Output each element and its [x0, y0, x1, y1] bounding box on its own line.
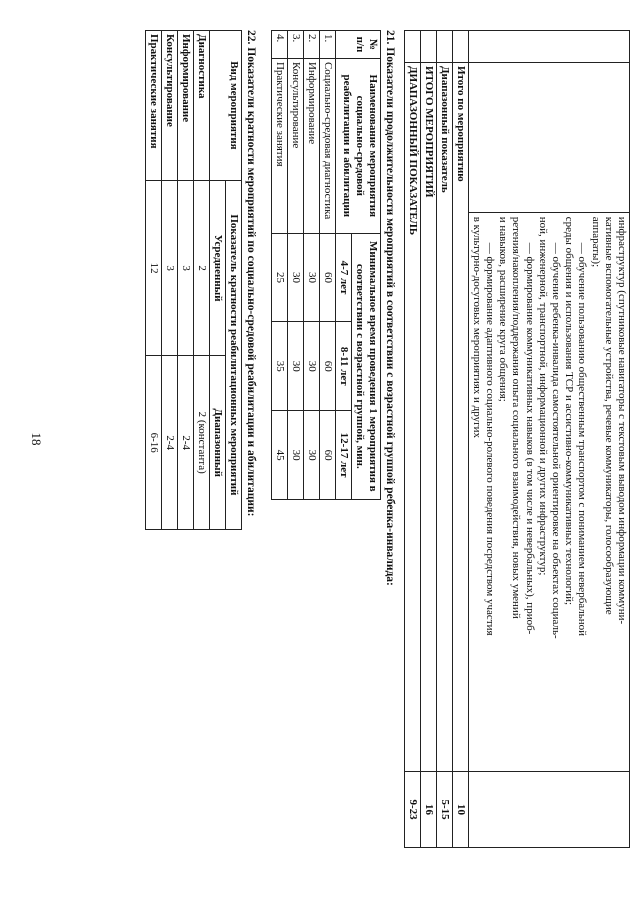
empty-name-cell [468, 62, 629, 212]
row-range: 2 (константа) [193, 356, 209, 530]
row-name: Консультирование [287, 58, 303, 233]
row-name: Консультирование [161, 31, 177, 181]
column-header-range: Диапазонный [209, 356, 225, 530]
row-value: 30 [303, 322, 319, 411]
text-line: среды общения и использования ТСР и ассистивно-коммуникативных технологий; [563, 216, 576, 606]
text-line: инфраструктур (спутниковые навигаторы с текстовым выводом информации коммуни- [616, 216, 628, 625]
table-row [287, 31, 303, 500]
empty-number-cell [420, 31, 436, 63]
row-value: 25 [271, 233, 287, 322]
age-group-header: 4-7 лет [335, 233, 351, 322]
row-number: 4. [271, 31, 287, 59]
table-row [161, 31, 177, 530]
row-average: 12 [145, 180, 161, 356]
duration-header-row [351, 31, 380, 500]
summary-row [452, 31, 468, 848]
row-average: 3 [161, 180, 177, 356]
row-average: 2 [193, 180, 209, 356]
empty-number-cell [468, 31, 629, 63]
column-header-indicator: Показатель кратности реабилитационных мероприятий [225, 180, 241, 529]
column-header-kind: Вид мероприятия [209, 31, 241, 181]
text-line: ретения/накопления/поддержания опыта социального взаимодействия, новых умений [510, 216, 523, 619]
row-value: 30 [303, 233, 319, 322]
summary-row [420, 31, 436, 848]
age-group-header: 8-11 лет [335, 322, 351, 411]
continuation-table [404, 30, 630, 848]
text-line: — обучение пользованию общественным транспортом с пониманием невербальной [576, 242, 589, 637]
duration-table [271, 30, 381, 500]
summary-row [436, 31, 452, 848]
section-21-title: 21. Показатели продолжительности мероприятий в соответствии с возрастной группой ребенка-инвалида: [383, 30, 396, 586]
table-row [145, 31, 161, 530]
row-number: 3. [287, 31, 303, 59]
text-line: — формирование адаптивного социально-ролевого поведения посредством участия [483, 242, 496, 636]
row-value: 30 [303, 411, 319, 500]
text-line: в культурно-досуговых мероприятиях и других [470, 216, 483, 439]
continuation-text-row [468, 31, 629, 848]
empty-number-cell [452, 31, 468, 63]
summary-label: Итого по мероприятию [452, 62, 468, 771]
row-value: 30 [287, 322, 303, 411]
row-name: Практические занятия [271, 58, 287, 233]
empty-number-cell [404, 31, 420, 63]
row-name: Информирование [303, 58, 319, 233]
summary-label: ДИАПАЗОННЫЙ ПОКАЗАТЕЛЬ [404, 62, 420, 771]
age-group-header: 12-17 лет [335, 411, 351, 500]
text-line: аппараты); [589, 216, 602, 268]
row-value: 45 [271, 411, 287, 500]
row-value: 30 [287, 233, 303, 322]
summary-label: Диапазонный показатель [436, 62, 452, 771]
row-range: 6-16 [145, 356, 161, 530]
summary-value: 9-23 [404, 772, 420, 848]
row-range: 2-4 [177, 356, 193, 530]
row-average: 3 [177, 180, 193, 356]
summary-label: ИТОГО МЕРОПРИЯТИЙ [420, 62, 436, 771]
summary-row [404, 31, 420, 848]
table-row [303, 31, 319, 500]
page-number: 18 [29, 432, 44, 446]
row-value: 60 [319, 411, 335, 500]
row-number: 1. [319, 31, 335, 59]
row-name: Информирование [177, 31, 193, 181]
summary-value: 16 [420, 772, 436, 848]
row-value: 30 [287, 411, 303, 500]
continuation-text-cell [468, 212, 629, 771]
row-name: Социально-средовая диагностика [319, 58, 335, 233]
empty-number-cell [436, 31, 452, 63]
row-range: 2-4 [161, 356, 177, 530]
table-row [319, 31, 335, 500]
row-value: 60 [319, 322, 335, 411]
summary-value: 5-15 [436, 772, 452, 848]
table-row [271, 31, 287, 500]
row-name: Диагностика [193, 31, 209, 181]
column-header-time: Минимальное время проведения 1 мероприятия в соответствии с возрастной группой, мин. [351, 233, 380, 499]
table-row [177, 31, 193, 530]
table-row [193, 31, 209, 530]
column-header-average: Усредненный [209, 180, 225, 356]
summary-value: 10 [452, 772, 468, 848]
column-header-name: Наименование мероприятия социально-средовой реабилитации и абилитации [335, 58, 380, 233]
section-22-title: 22. Показатели кратности мероприятий по социально-средовой реабилитации и абилитации: [244, 30, 257, 517]
frequency-table [145, 30, 242, 530]
frequency-header-row [225, 31, 241, 530]
row-value: 60 [319, 233, 335, 322]
text-line: — формирование коммуникативных навыков (в том числе и невербальных), приоб- [523, 242, 536, 635]
text-line: ной, инженерной, транспортной, информационной и других инфраструктур; [536, 216, 549, 576]
column-header-number: № п/п [335, 31, 380, 59]
text-line: кативные вспомогательные устройства, речевые коммуникаторы, голосообразующие [602, 216, 615, 615]
text-line: и навыков, расширение круга общения; [497, 216, 510, 402]
empty-value-cell [468, 772, 629, 848]
row-value: 35 [271, 322, 287, 411]
text-line: — обучение ребенка-инвалида самостоятельной ориентировке на объектах социаль- [549, 242, 562, 639]
row-name: Практические занятия [145, 31, 161, 181]
row-number: 2. [303, 31, 319, 59]
